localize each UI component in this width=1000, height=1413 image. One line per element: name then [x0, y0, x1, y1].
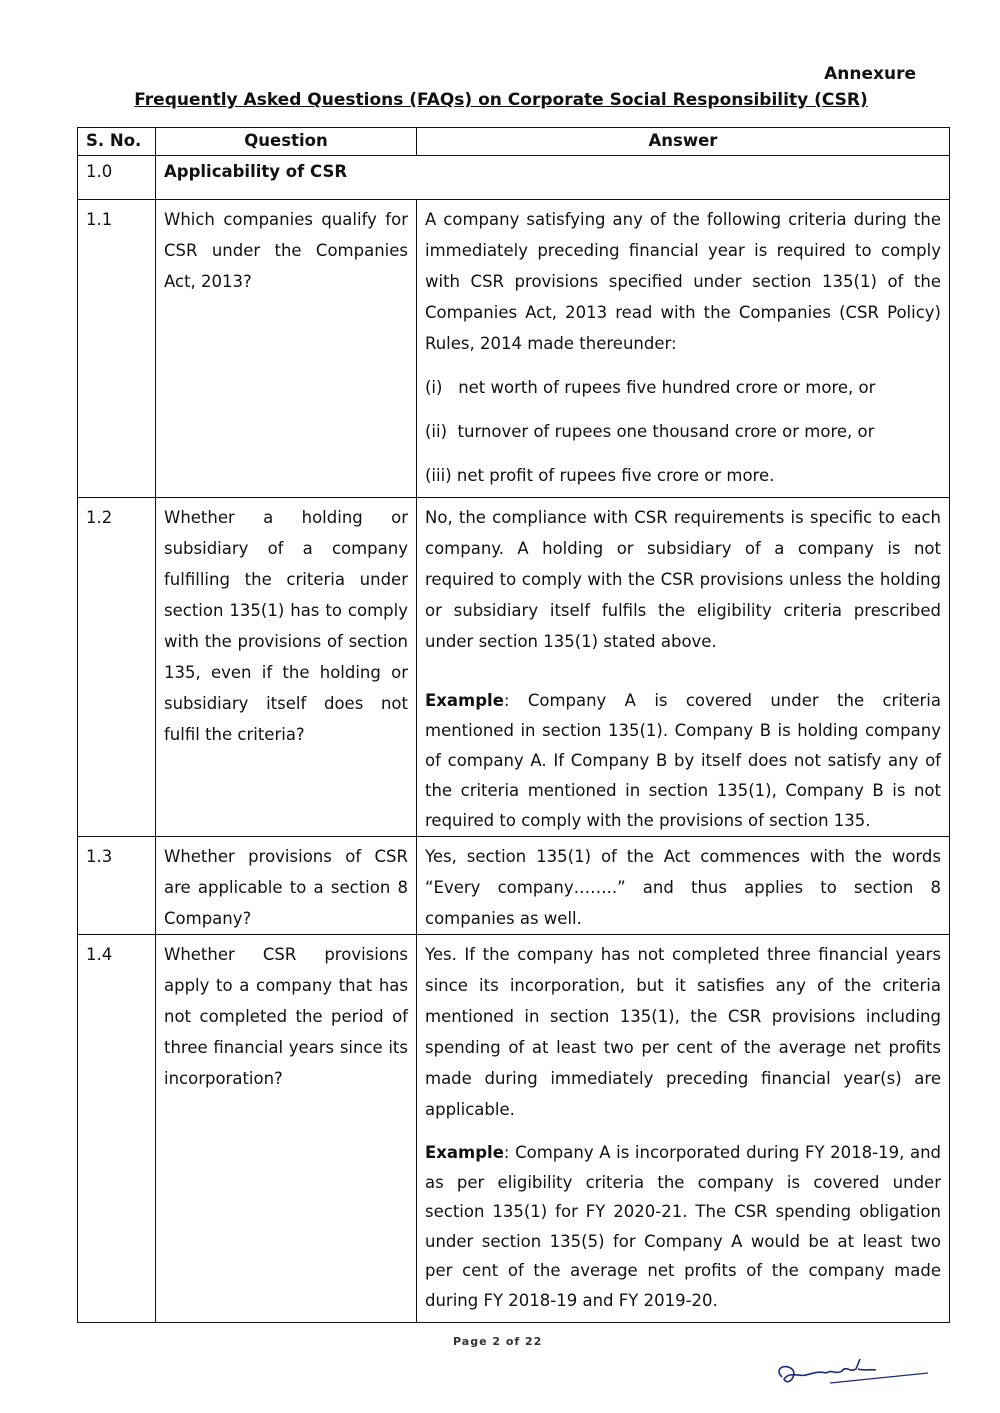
row-number: 1.4 — [78, 935, 156, 1323]
answer-text: Yes, section 135(1) of the Act commences with the words “Every company……..” and thus applies to section 8 companies as well. — [417, 837, 950, 935]
header-sno: S. No. — [78, 128, 156, 156]
row-number: 1.2 — [78, 498, 156, 837]
answer-text: A company satisfying any of the following criteria during the immediately preceding financial year is required to comply with CSR provisions specified under section 135(1) of the Companies Act, 2013 read with the Companies (CSR Policy) Rules, 2014 made thereunder: (i) net worth of rupees five hundred crore or more, or (ii) turnover of rupees one thousand crore or more, or (iii) net profit of rupees five crore or more. — [417, 200, 950, 498]
section-title: Applicability of CSR — [156, 156, 950, 200]
signature-image — [770, 1355, 930, 1395]
table-row — [78, 498, 950, 837]
section-row — [78, 156, 950, 200]
answer-text: No, the compliance with CSR requirements is specific to each company. A holding or subsidiary of a company is not required to comply with the CSR provisions unless the holding or subsidiary itself fulfils the eligibility criteria prescribed under section 135(1) stated above. Example: Company A is covered under the criteria mentioned in section 135(1). Company B is holding company of company A. If Company B by itself does not satisfy any of the criteria mentioned in section 135(1), Company B is not required to comply with the provisions of section 135. — [417, 498, 950, 837]
table-header-row — [78, 128, 950, 156]
table-row — [78, 837, 950, 935]
question-text: Whether CSR provisions apply to a company that has not completed the period of three financial years since its incorporation? — [156, 935, 417, 1323]
annexure-label: Annexure — [824, 64, 916, 84]
row-number: 1.3 — [78, 837, 156, 935]
table-row — [78, 935, 950, 1323]
answer-text: Yes. If the company has not completed three financial years since its incorporation, but it satisfies any of the criteria mentioned in section 135(1), the CSR provisions including spending of at least two per cent of the average net profits made during immediately preceding financial year(s) are applicable. Example: Company A is incorporated during FY 2018-19, and as per eligibility criteria the company is covered under section 135(1) for FY 2020-21. The CSR spending obligation under section 135(5) for Company A would be at least two per cent of the average net profits of the company made during FY 2018-19 and FY 2019-20. — [417, 935, 950, 1323]
question-text: Which companies qualify for CSR under the Companies Act, 2013? — [156, 200, 417, 498]
page-title: Frequently Asked Questions (FAQs) on Corporate Social Responsibility (CSR) — [134, 90, 868, 110]
header-answer: Answer — [417, 128, 950, 156]
row-number: 1.1 — [78, 200, 156, 498]
section-number: 1.0 — [78, 156, 156, 200]
question-text: Whether a holding or subsidiary of a company fulfilling the criteria under section 135(1) has to comply with the provisions of section 135, even if the holding or subsidiary itself does not fulfil the criteria? — [156, 498, 417, 837]
question-text: Whether provisions of CSR are applicable to a section 8 Company? — [156, 837, 417, 935]
page-number: Page 2 of 22 — [453, 1335, 543, 1348]
header-question: Question — [156, 128, 417, 156]
table-row — [78, 200, 950, 498]
faq-table — [77, 127, 950, 1323]
